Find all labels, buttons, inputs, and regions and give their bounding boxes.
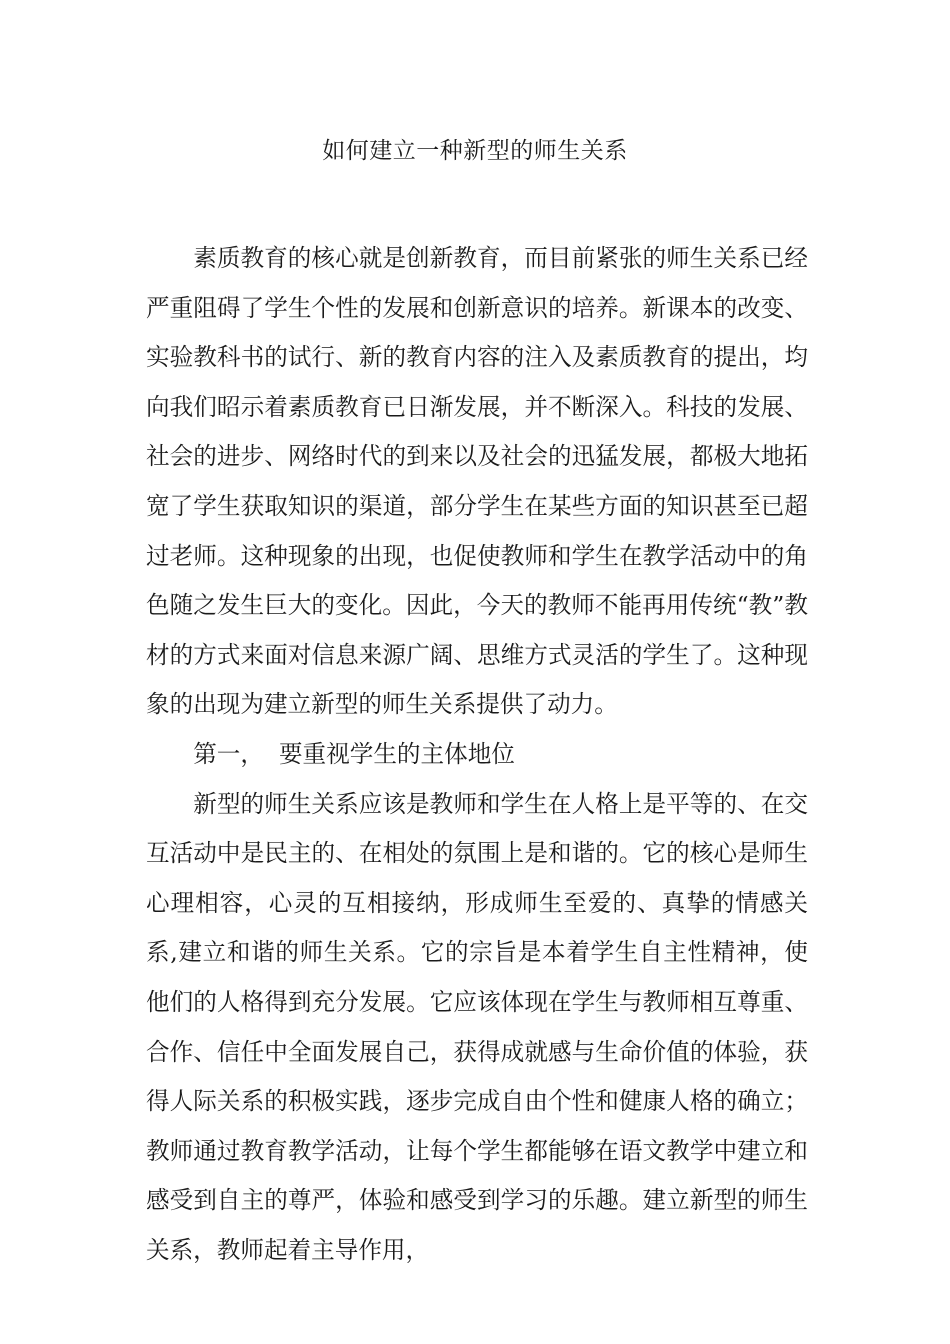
section-heading	[146, 730, 808, 780]
intro-paragraph: 素质教育的核心就是创新教育，而目前紧张的师生关系已经严重阻碍了学生个性的发展和创新意识的培养。新课本的改变、实验教科书的试行、新的教育内容的注入及素质教育的提出，均向我们昭示着素质教育已日渐发展，并不断深入。科技的发展、社会的进步、网络时代的到来以及社会的迅猛发展，都极大地拓宽了学生获取知识的渠道，部分学生在某些方面的知识甚至已超过老师。这种现象的出现，也促使教师和学生在教学活动中的角色随之发生巨大的变化。因此，今天的教师不能再用传统“教”教材的方式来面对信息来源广阔、思维方式灵活的学生了。这种现象的出现为建立新型的师生关系提供了动力。	[146, 244, 808, 719]
section-paragraph: 新型的师生关系应该是教师和学生在人格上是平等的、在交互活动中是民主的、在相处的氛围上是和谐的。它的核心是师生心理相容，心灵的互相接纳，形成师生至爱的、真挚的情感关系,建立和谐的师生关系。它的宗旨是本着学生自主性精神，使他们的人格得到充分发展。它应该体现在学生与教师相互尊重、合作、信任中全面发展自己，获得成就感与生命价值的体验，获得人际关系的积极实践，逐步完成自由个性和健康人格的确立；教师通过教育教学活动，让每个学生都能够在语文教学中建立和感受到自主的尊严，体验和感受到学习的乐趣。建立新型的师生关系，教师起着主导作用，	[146, 789, 808, 1264]
document-title: 如何建立一种新型的师生关系	[322, 138, 628, 164]
document-body	[146, 234, 808, 1275]
section-heading-text: 第一， 要重视学生的主体地位	[193, 739, 515, 768]
